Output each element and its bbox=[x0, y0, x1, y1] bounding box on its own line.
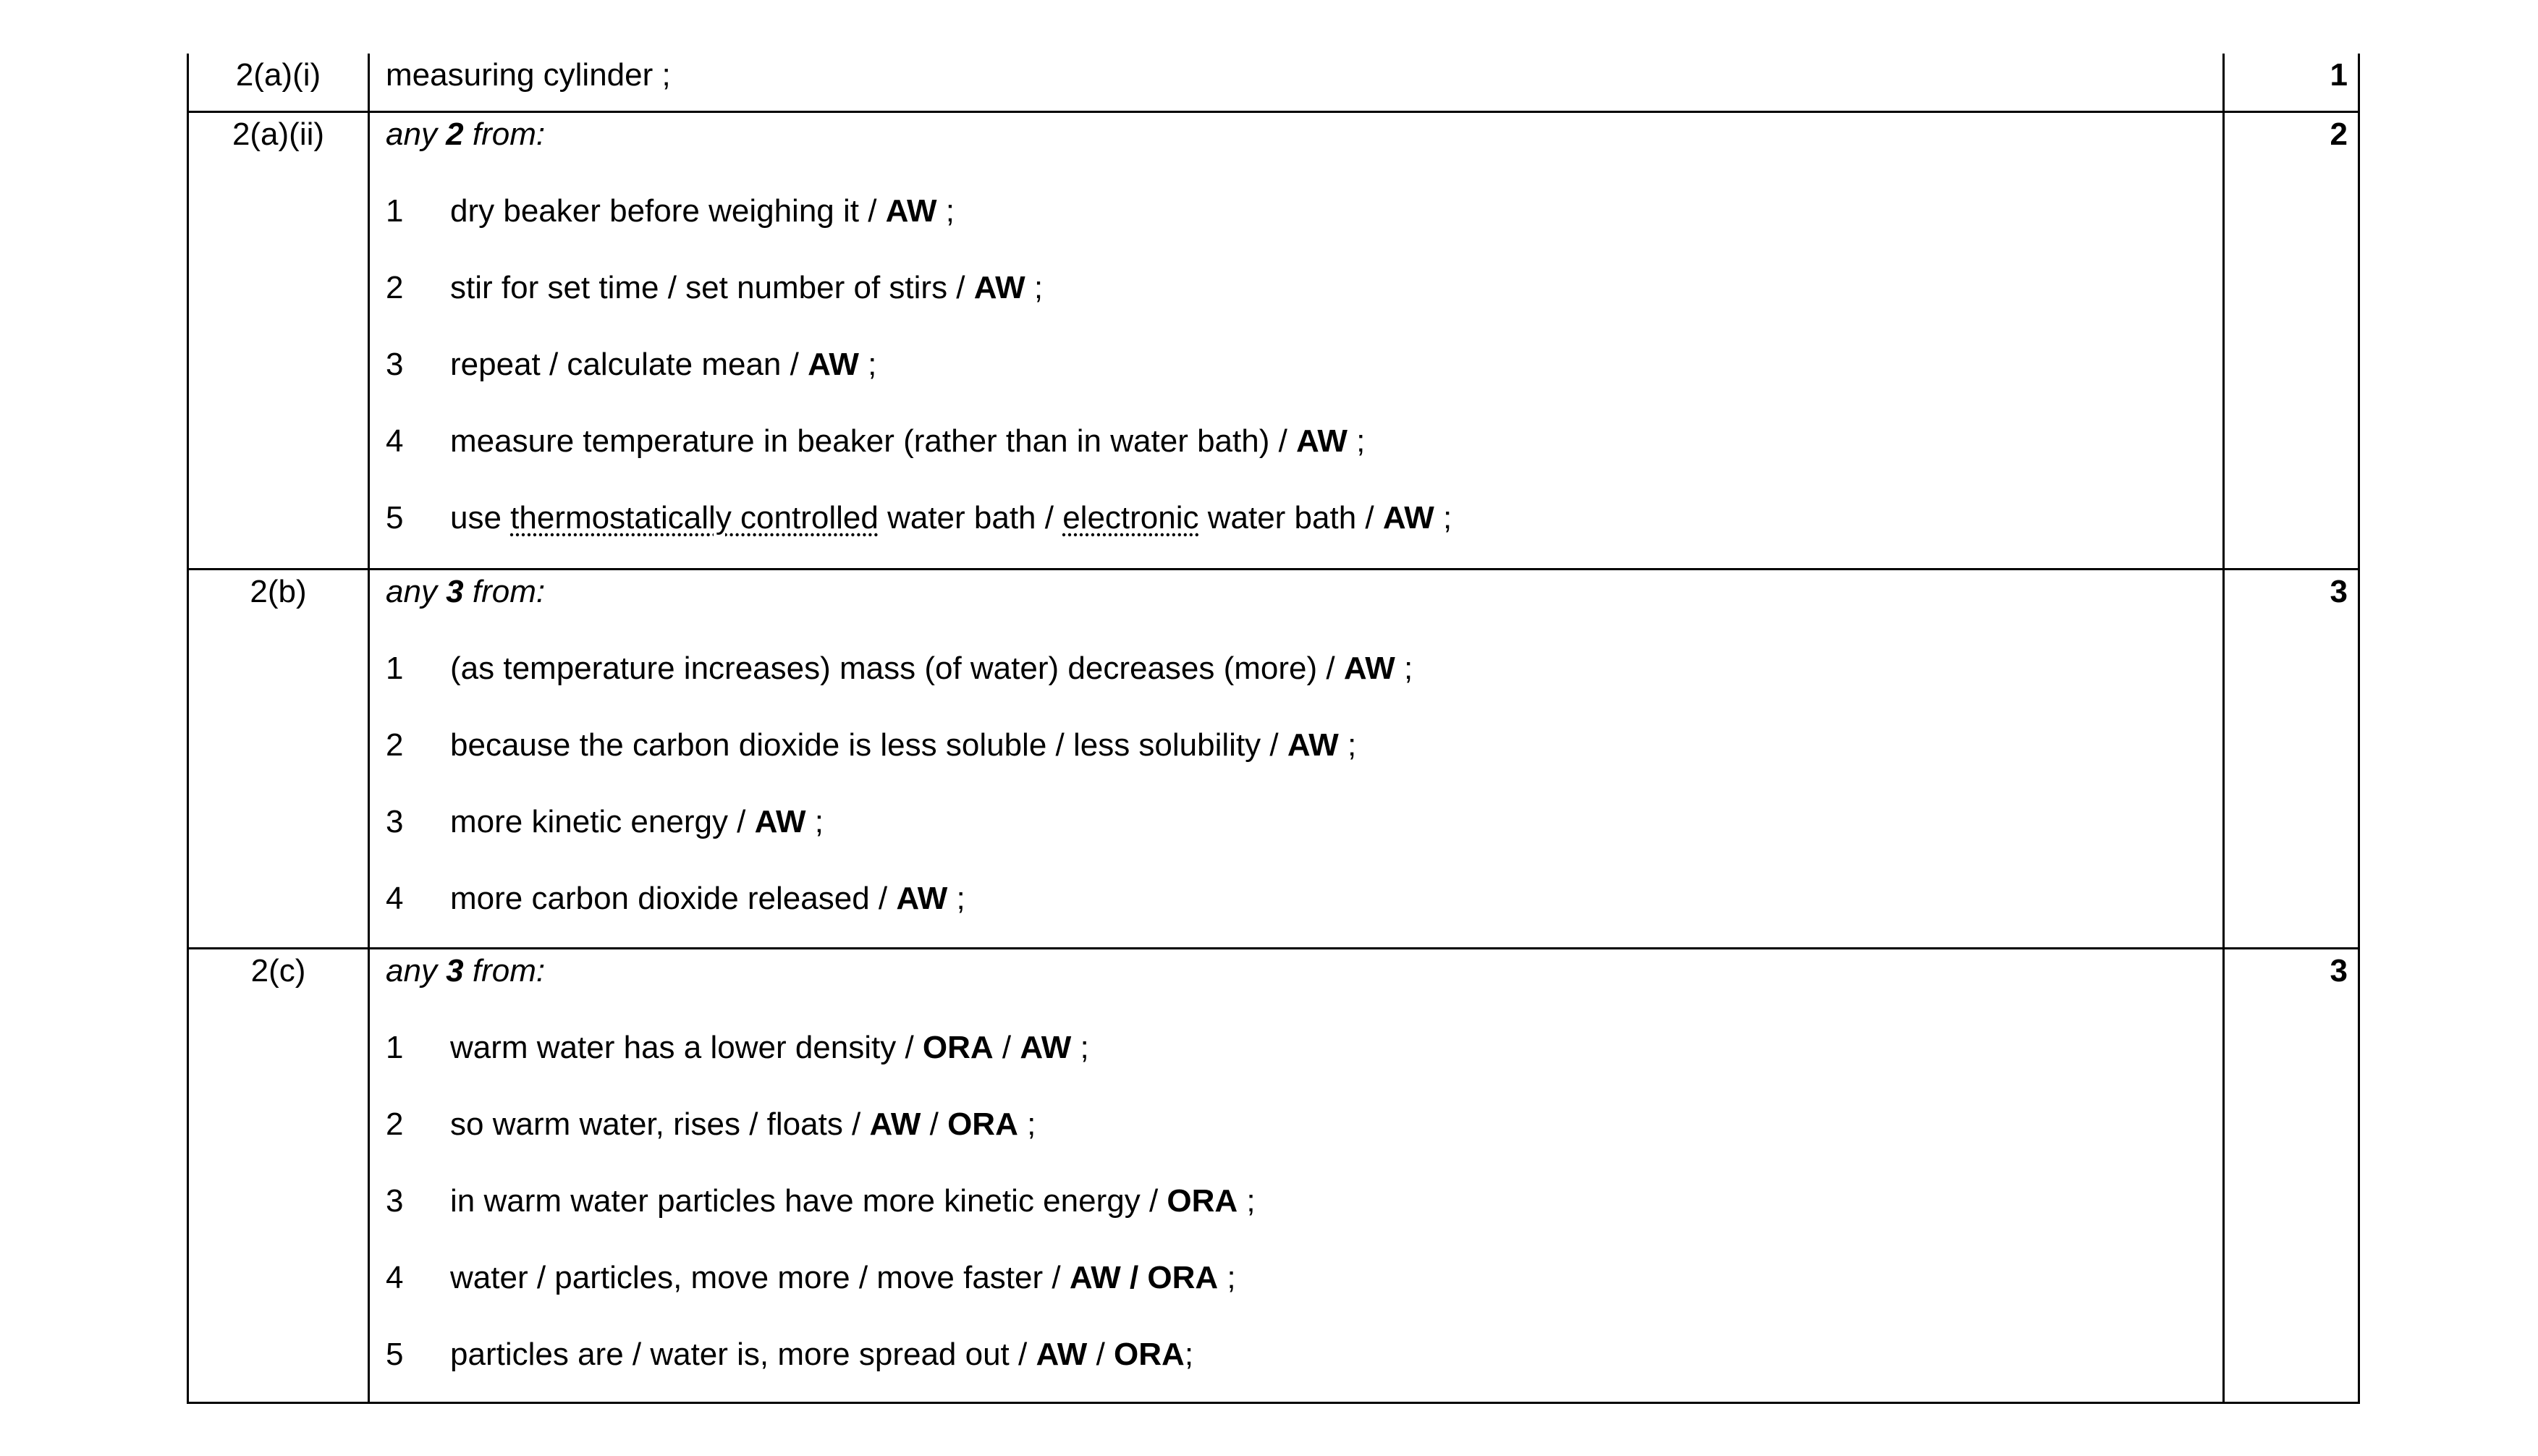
point-text: stir for set time / set number of stirs / AW ; bbox=[450, 269, 1044, 305]
list-item bbox=[386, 499, 2222, 538]
point-number: 2 bbox=[386, 1106, 404, 1142]
list-item bbox=[386, 880, 2222, 919]
point-number: 1 bbox=[386, 1029, 404, 1065]
marks-cell: 1 bbox=[2224, 54, 2359, 111]
list-item bbox=[386, 1182, 2222, 1222]
point-number: 3 bbox=[386, 1182, 404, 1219]
list-item bbox=[386, 803, 2222, 842]
list-item bbox=[386, 1029, 2222, 1068]
answer-intro: any 2 from: bbox=[386, 116, 546, 152]
answer-intro: any 3 from: bbox=[386, 952, 546, 989]
point-number: 4 bbox=[386, 1259, 404, 1295]
list-item bbox=[386, 269, 2222, 308]
point-text: particles are / water is, more spread out / AW / ORA; bbox=[450, 1336, 1194, 1372]
list-item bbox=[386, 727, 2222, 766]
question-number: 2(a)(ii) bbox=[188, 111, 369, 569]
question-number: 2(b) bbox=[188, 569, 369, 948]
question-number: 2(c) bbox=[188, 948, 369, 1402]
mark-scheme-table bbox=[187, 54, 2360, 1404]
answer-text: measuring cylinder ; bbox=[386, 57, 671, 93]
point-text: dry beaker before weighing it / AW ; bbox=[450, 192, 955, 229]
point-number: 2 bbox=[386, 269, 404, 305]
table-row bbox=[188, 54, 2359, 111]
marks-cell: 2 bbox=[2224, 111, 2359, 569]
point-text: water / particles, move more / move faster / AW / ORA ; bbox=[450, 1259, 1236, 1295]
point-number: 5 bbox=[386, 1336, 404, 1372]
list-item bbox=[386, 1259, 2222, 1298]
table-row bbox=[188, 111, 2359, 569]
point-number: 2 bbox=[386, 727, 404, 763]
point-text: measure temperature in beaker (rather than in water bath) / AW ; bbox=[450, 423, 1366, 459]
list-item bbox=[386, 650, 2222, 689]
table-row bbox=[188, 948, 2359, 1402]
point-text: because the carbon dioxide is less soluble / less solubility / AW ; bbox=[450, 727, 1357, 763]
list-item bbox=[386, 1106, 2222, 1145]
point-text: warm water has a lower density / ORA / AW ; bbox=[450, 1029, 1089, 1065]
point-text: more carbon dioxide released / AW ; bbox=[450, 880, 965, 916]
list-item bbox=[386, 346, 2222, 385]
point-text: (as temperature increases) mass (of water) decreases (more) / AW ; bbox=[450, 650, 1413, 686]
point-text: in warm water particles have more kinetic energy / ORA ; bbox=[450, 1182, 1256, 1219]
point-text: more kinetic energy / AW ; bbox=[450, 803, 824, 839]
point-number: 3 bbox=[386, 803, 404, 839]
table-row bbox=[188, 569, 2359, 948]
answer-cell bbox=[369, 569, 2224, 948]
point-number: 4 bbox=[386, 423, 404, 459]
list-item bbox=[386, 423, 2222, 462]
point-number: 4 bbox=[386, 880, 404, 916]
point-number: 3 bbox=[386, 346, 404, 382]
answer-cell bbox=[369, 54, 2224, 111]
question-number: 2(a)(i) bbox=[188, 54, 369, 111]
marks-cell: 3 bbox=[2224, 948, 2359, 1402]
point-number: 1 bbox=[386, 650, 404, 686]
point-number: 1 bbox=[386, 192, 404, 229]
list-item bbox=[386, 1336, 2222, 1375]
point-number: 5 bbox=[386, 499, 404, 536]
point-text: use thermostatically controlled water bath / electronic water bath / AW ; bbox=[450, 499, 1452, 536]
marks-cell: 3 bbox=[2224, 569, 2359, 948]
answer-intro: any 3 from: bbox=[386, 573, 546, 609]
answer-cell bbox=[369, 948, 2224, 1402]
point-text: so warm water, rises / floats / AW / ORA ; bbox=[450, 1106, 1036, 1142]
answer-cell bbox=[369, 111, 2224, 569]
point-text: repeat / calculate mean / AW ; bbox=[450, 346, 877, 382]
list-item bbox=[386, 192, 2222, 232]
